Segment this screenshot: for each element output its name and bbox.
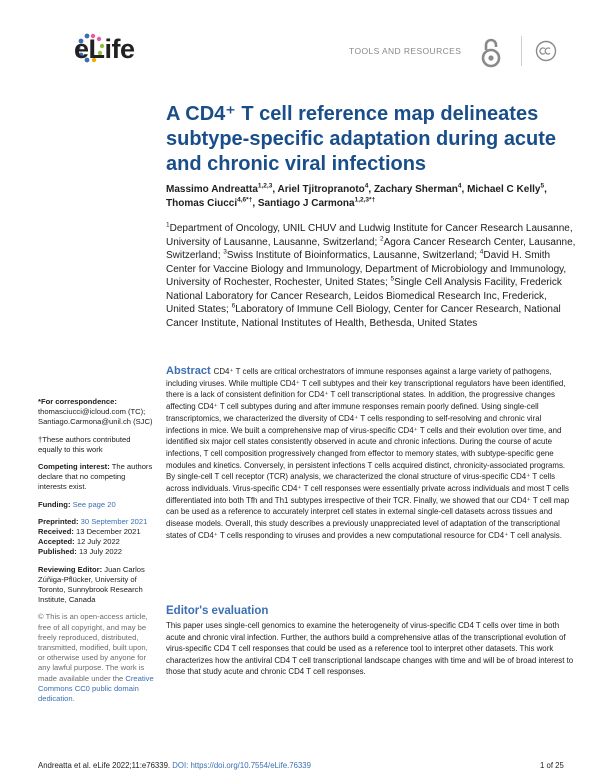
affiliation-number: 3 xyxy=(223,248,227,256)
published-label: Published: xyxy=(38,547,77,557)
logo-text: eLife xyxy=(74,34,135,64)
author-affiliation-ref: 4 xyxy=(364,182,369,190)
correspondence-label: *For correspondence: xyxy=(38,397,117,406)
editors-evaluation-text: This paper uses single-cell genomics to examine the heterogeneity of virus-specific CD4 T cells over time in both acute and chronic viral infection. Further, the authors build a comprehensive atlas of the transcriptional evolution of virus-specific CD4 T cell responses that could be used as a reference tool to interpret other datasets. This work characterizes how the antiviral CD4 T cell transcriptional landscape changes with time and will be of broad interest to those that study acute and chronic CD4 T cell responses. xyxy=(166,621,574,677)
affiliation-number: 4 xyxy=(479,248,484,256)
author-list: Massimo Andreatta$^{1,2,3}$, Ariel Tjitropranoto$^4$, Zachary Sherman$^4$, Michael C Kelly$^5$, Thomas Ciucci$^{4,6*\dagger}$, Santiago J Carmona$^{1,2,3*\dagger}$ xyxy=(166,182,547,209)
preprinted-date-link[interactable]: 30 September 2021 xyxy=(80,516,148,526)
published-date: 13 July 2022 xyxy=(78,547,123,557)
affiliation-number: 2 xyxy=(380,235,384,243)
license-link[interactable]: Creative Commons CC0 public domain dedication xyxy=(38,673,154,704)
article-info-sidebar xyxy=(38,397,156,711)
author-name[interactable]: Zachary Sherman xyxy=(373,184,458,195)
citation-text: Andreatta et al. eLife 2022;11:e76339. xyxy=(38,761,173,770)
received-date: 13 December 2021 xyxy=(76,527,141,537)
editors-evaluation-heading: Editor's evaluation xyxy=(166,605,269,617)
reviewing-editor-block xyxy=(38,565,156,606)
author-name[interactable]: Michael C Kelly xyxy=(467,184,541,195)
author-name[interactable]: Ariel Tjitropranoto xyxy=(277,184,365,195)
page-number: 1 of 25 xyxy=(540,761,564,770)
dates-block xyxy=(38,517,156,558)
article-title: A CD4⁺ T cell reference map delineates subtype-specific adaptation during acute and chronic viral infections xyxy=(166,103,557,175)
correspondence-emails[interactable]: thomasciucci@icloud.com (TC); Santiago.Carmona@unil.ch (SJC) xyxy=(38,407,153,427)
abstract xyxy=(166,366,574,542)
accepted-date: 12 July 2022 xyxy=(76,537,120,547)
author-affiliation-ref: 1,2,3 xyxy=(257,182,273,190)
author-name[interactable]: Thomas Ciucci xyxy=(166,198,238,209)
equal-contribution-note: †These authors contributed equally to this work xyxy=(38,434,131,454)
author-name[interactable]: Massimo Andreatta xyxy=(166,184,258,195)
affiliation-text: Department of Oncology, UNIL CHUV and Ludwig Institute for Cancer Research Lausanne, University of Lausanne, Lausanne, Switzerland; xyxy=(166,223,573,248)
competing-interest-block xyxy=(38,462,156,493)
license-end: . xyxy=(72,694,75,704)
affiliation-number: 1 xyxy=(166,221,170,229)
abstract-heading: Abstract xyxy=(166,365,211,377)
footer-citation xyxy=(38,761,311,770)
affiliations xyxy=(166,222,576,330)
open-access-icon[interactable] xyxy=(479,36,503,70)
affiliation-text: Agora Cancer Research Center, Lausanne, Switzerland; xyxy=(166,236,576,261)
received-label: Received: xyxy=(38,527,74,537)
abstract-text: CD4⁺ T cells are critical orchestrators of immune responses against a large variety of pathogens, including viruses. While multiple CD4⁺ T cell subtypes and their key transcriptional regulators have been identified, there is a lack of consistent definition for CD4⁺ T cell transcriptional states. In addition, the progressive changes affecting CD4⁺ T cell subtypes during and after immune responses remain poorly defined. Using single-cell transcriptomics, we characterized the diversity of CD4⁺ T cells responding to self-resolving and chronic viral infections in mice. We built a comprehensive map of virus-specific CD4⁺ T cells and their evolution over time, and identified six major cell states consistently observed in acute and chronic infections. During the course of acute infections, T cell composition progressively changed from effector to memory states, with subtype-specific gene modules and kinetics. Conversely, in persistent infections T cells acquired distinct, chronicity-associated programs. By single-cell T cell receptor (TCR) analysis, we characterized the clonal structure of virus-specific CD4⁺ T cells across individuals. Virus-specific CD4⁺ T cell responses were essentially private across individuals and most T cells differentiated into both Tfh and Th1 subtypes irrespective of their TCR. Finally, we showed that our CD4⁺ T cell map can be used as a reference to accurately interpret cell states in external single-cell datasets across tissues and disease models. Overall, this study describes a previously unappreciated level of adaptation of the transcriptional states of CD4⁺ T cells responding to viruses and provides a new computational resource for CD4⁺ T cell analysis. xyxy=(166,367,570,540)
license-text: This is an open-access article, free of all copyright, and may be freely reproduced, distributed, transmitted, modified, built upon, or otherwise used by anyone for any lawful purpose. The work is made available under the xyxy=(38,612,148,683)
author-affiliation-ref: 5 xyxy=(540,182,545,190)
doi-link[interactable]: DOI: https://doi.org/10.7554/eLife.76339 xyxy=(172,761,311,770)
reviewing-editor-text: Juan Carlos Zúñiga-Pflücker, University of Toronto, Sunnybrook Research Institute, Canada xyxy=(38,564,145,605)
creative-commons-icon[interactable] xyxy=(535,40,557,62)
affiliation-text: Laboratory of Immune Cell Biology, Center for Cancer Research, National Cancer Institute, National Institutes of Health, Bethesda, United States xyxy=(166,304,561,329)
preprinted-label: Preprinted: xyxy=(38,516,79,526)
author-affiliation-ref: 4 xyxy=(457,182,462,190)
competing-interest-text: The authors declare that no competing interests exist. xyxy=(38,462,153,492)
competing-interest-label: Competing interest: xyxy=(38,462,110,472)
affiliation-text: David H. Smith Center for Vaccine Biology and Immunology, Department of Microbiology and Immunology, University of Rochester, Rochester, United States; xyxy=(166,250,567,288)
funding-link[interactable]: See page 20 xyxy=(72,499,116,509)
article-type-label: TOOLS AND RESOURCES xyxy=(349,46,462,56)
correspondence-block xyxy=(38,397,156,428)
funding-block xyxy=(38,500,156,510)
author-affiliation-ref: 1,2,3*† xyxy=(354,196,376,204)
affiliation-number: 5 xyxy=(390,275,395,283)
reviewing-editor-label: Reviewing Editor: xyxy=(38,564,103,574)
accepted-label: Accepted: xyxy=(38,537,75,547)
license-block xyxy=(38,612,156,704)
funding-label: Funding: xyxy=(38,499,71,509)
author-affiliation-ref: 4,6*† xyxy=(237,196,253,204)
affiliation-text: Single Cell Analysis Facility, Frederick National Laboratory for Cancer Research, Leidos Biomedical Research Inc, Frederick, United States; xyxy=(166,277,562,315)
affiliation-text: Swiss Institute of Bioinformatics, Lausanne, Switzerland; xyxy=(226,250,480,261)
public-domain-icon: © xyxy=(38,612,44,622)
affiliation-number: 6 xyxy=(231,302,236,310)
header-divider xyxy=(521,36,522,66)
author-name[interactable]: Santiago J Carmona xyxy=(257,198,355,209)
